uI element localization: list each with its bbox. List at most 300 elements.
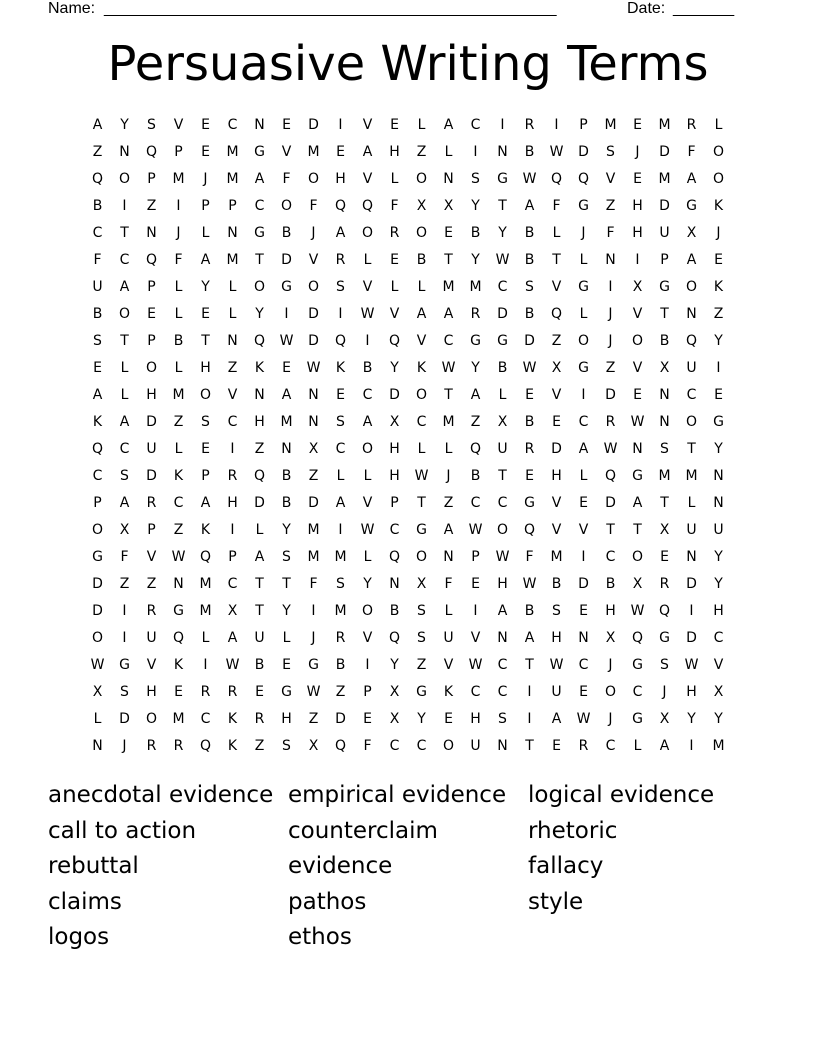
grid-letter: N <box>686 549 697 565</box>
grid-letter: P <box>228 549 237 565</box>
grid-letter: R <box>524 441 535 457</box>
grid-letter: V <box>362 171 373 187</box>
grid-letter: O <box>631 549 644 565</box>
grid-letter: L <box>444 441 453 457</box>
grid-letter: F <box>309 576 318 592</box>
grid-letter: P <box>147 171 156 187</box>
grid-letter: G <box>659 279 670 295</box>
grid-letter: A <box>686 252 697 268</box>
grid-letter: G <box>92 549 103 565</box>
grid-letter: D <box>146 468 157 484</box>
grid-letter: B <box>416 252 427 268</box>
grid-letter: W <box>522 576 537 592</box>
grid-letter: I <box>230 522 235 538</box>
grid-letter: O <box>442 738 455 754</box>
grid-letter: S <box>525 279 534 295</box>
word-list-item: fallacy <box>528 853 604 880</box>
grid-letter: G <box>632 711 643 727</box>
grid-letter: M <box>442 279 455 295</box>
grid-letter: J <box>176 225 181 241</box>
grid-letter: O <box>145 711 158 727</box>
grid-letter: E <box>201 117 210 133</box>
grid-letter: T <box>120 333 129 349</box>
grid-letter: Z <box>551 333 562 349</box>
grid-letter: A <box>443 306 454 322</box>
grid-letter: O <box>199 387 212 403</box>
grid-letter: U <box>443 630 454 646</box>
grid-letter: O <box>577 333 590 349</box>
grid-letter: G <box>686 198 697 214</box>
grid-letter: Q <box>199 738 212 754</box>
grid-letter: A <box>659 738 670 754</box>
grid-letter: O <box>280 198 293 214</box>
grid-letter: S <box>336 576 345 592</box>
grid-letter: F <box>552 198 561 214</box>
grid-letter: D <box>578 144 589 160</box>
grid-letter: W <box>603 441 618 457</box>
grid-letter: Z <box>146 198 157 214</box>
grid-letter: D <box>659 198 670 214</box>
grid-letter: V <box>416 333 427 349</box>
grid-letter: Y <box>201 279 210 295</box>
grid-letter: J <box>635 144 640 160</box>
grid-letter: O <box>118 306 131 322</box>
grid-letter: O <box>415 171 428 187</box>
grid-letter: L <box>552 225 561 241</box>
grid-letter: T <box>282 576 291 592</box>
grid-letter: J <box>716 225 721 241</box>
grid-letter: H <box>281 711 292 727</box>
word-list-item: pathos <box>288 888 367 915</box>
grid-letter: V <box>443 657 454 673</box>
grid-letter: V <box>632 306 643 322</box>
grid-letter: C <box>173 495 184 511</box>
word-list-item: anecdotal evidence <box>48 782 274 808</box>
grid-letter: H <box>227 495 238 511</box>
grid-letter: D <box>686 576 697 592</box>
grid-letter: C <box>497 495 508 511</box>
grid-letter: X <box>497 414 508 430</box>
grid-letter: O <box>91 630 104 646</box>
grid-letter: L <box>390 279 399 295</box>
grid-letter: U <box>686 360 697 376</box>
grid-letter: Q <box>469 441 482 457</box>
grid-letter: X <box>389 414 400 430</box>
word-list-item: rhetoric <box>528 817 618 844</box>
grid-letter: N <box>92 738 103 754</box>
grid-letter: K <box>227 711 238 727</box>
word-list-item: logos <box>48 924 110 951</box>
word-list-row <box>48 921 768 957</box>
grid-letter: B <box>524 252 535 268</box>
grid-letter: B <box>362 360 373 376</box>
grid-letter: J <box>311 630 316 646</box>
grid-letter: Y <box>417 711 426 727</box>
grid-letter: M <box>550 549 563 565</box>
grid-letter: C <box>470 117 481 133</box>
grid-letter: H <box>551 468 562 484</box>
grid-letter: N <box>254 387 265 403</box>
grid-letter: A <box>254 549 265 565</box>
grid-letter: V <box>281 144 292 160</box>
grid-letter: W <box>495 252 510 268</box>
grid-letter: K <box>416 360 427 376</box>
grid-letter: I <box>473 603 478 619</box>
grid-letter: B <box>659 333 670 349</box>
grid-letter: Q <box>361 198 374 214</box>
grid-letter: V <box>308 252 319 268</box>
grid-letter: O <box>712 171 725 187</box>
word-list-row <box>48 850 768 886</box>
grid-letter: X <box>416 198 427 214</box>
grid-letter: E <box>390 252 399 268</box>
grid-letter: X <box>119 522 130 538</box>
grid-letter: D <box>254 495 265 511</box>
grid-letter: P <box>93 495 102 511</box>
grid-letter: O <box>415 225 428 241</box>
grid-letter: T <box>525 657 534 673</box>
grid-letter: S <box>120 468 129 484</box>
grid-letter: W <box>522 360 537 376</box>
grid-letter: L <box>417 441 426 457</box>
grid-letter: H <box>200 360 211 376</box>
grid-letter: I <box>581 549 586 565</box>
grid-letter: Y <box>255 306 264 322</box>
grid-letter: N <box>146 225 157 241</box>
grid-letter: W <box>171 549 186 565</box>
grid-letter: N <box>389 576 400 592</box>
grid-letter: H <box>254 414 265 430</box>
grid-letter: L <box>633 738 642 754</box>
grid-letter: J <box>608 657 613 673</box>
grid-letter: Y <box>471 360 480 376</box>
grid-letter: W <box>468 657 483 673</box>
grid-letter: E <box>93 360 102 376</box>
grid-letter: G <box>497 333 508 349</box>
grid-letter: U <box>713 522 724 538</box>
grid-letter: Q <box>523 522 536 538</box>
grid-letter: C <box>389 738 400 754</box>
grid-letter: G <box>119 657 130 673</box>
grid-letter: M <box>334 603 347 619</box>
grid-letter: M <box>658 171 671 187</box>
grid-letter: B <box>470 468 481 484</box>
grid-letter: V <box>632 360 643 376</box>
grid-row <box>84 494 732 521</box>
grid-letter: W <box>279 333 294 349</box>
grid-letter: N <box>443 549 454 565</box>
grid-letter: C <box>92 468 103 484</box>
grid-letter: I <box>230 441 235 457</box>
grid-letter: V <box>362 279 373 295</box>
grid-letter: X <box>659 360 670 376</box>
grid-letter: V <box>173 117 184 133</box>
grid-letter: P <box>390 495 399 511</box>
grid-letter: J <box>446 468 451 484</box>
grid-letter: O <box>685 414 698 430</box>
grid-letter: C <box>497 657 508 673</box>
grid-letter: G <box>308 657 319 673</box>
grid-letter: R <box>605 414 616 430</box>
grid-letter: Y <box>714 576 723 592</box>
grid-letter: S <box>471 171 480 187</box>
grid-letter: N <box>497 630 508 646</box>
grid-letter: X <box>605 630 616 646</box>
grid-letter: C <box>470 495 481 511</box>
grid-letter: D <box>578 576 589 592</box>
grid-letter: Q <box>145 252 158 268</box>
grid-letter: L <box>336 468 345 484</box>
grid-letter: N <box>308 414 319 430</box>
grid-letter: O <box>496 522 509 538</box>
grid-letter: K <box>227 738 238 754</box>
grid-letter: Q <box>91 171 104 187</box>
grid-letter: I <box>122 630 127 646</box>
grid-letter: T <box>255 576 264 592</box>
grid-letter: H <box>335 171 346 187</box>
grid-letter: H <box>686 684 697 700</box>
grid-letter: Z <box>416 144 427 160</box>
grid-row <box>84 521 732 548</box>
grid-letter: X <box>308 738 319 754</box>
grid-letter: L <box>444 144 453 160</box>
grid-letter: G <box>416 684 427 700</box>
grid-letter: I <box>365 657 370 673</box>
grid-letter: A <box>92 387 103 403</box>
grid-letter: Z <box>443 495 454 511</box>
grid-letter: K <box>335 360 346 376</box>
grid-letter: B <box>497 360 508 376</box>
grid-letter: J <box>608 711 613 727</box>
grid-letter: E <box>714 252 723 268</box>
grid-letter: G <box>281 684 292 700</box>
grid-letter: Y <box>714 333 723 349</box>
grid-letter: P <box>579 117 588 133</box>
grid-letter: S <box>417 630 426 646</box>
grid-letter: V <box>605 171 616 187</box>
grid-letter: Y <box>390 657 399 673</box>
grid-letter: V <box>227 387 238 403</box>
grid-letter: G <box>713 414 724 430</box>
grid-letter: H <box>497 576 508 592</box>
grid-letter: E <box>201 306 210 322</box>
grid-letter: U <box>92 279 103 295</box>
grid-letter: F <box>282 171 291 187</box>
grid-letter: B <box>281 495 292 511</box>
grid-letter: H <box>551 630 562 646</box>
grid-letter: D <box>281 252 292 268</box>
grid-letter: N <box>227 225 238 241</box>
grid-letter: M <box>172 711 185 727</box>
grid-letter: L <box>120 360 129 376</box>
grid-letter: G <box>578 279 589 295</box>
grid-letter: R <box>227 468 238 484</box>
grid-letter: C <box>200 711 211 727</box>
grid-row <box>84 143 732 170</box>
grid-letter: N <box>578 630 589 646</box>
grid-letter: E <box>201 441 210 457</box>
grid-letter: I <box>473 144 478 160</box>
grid-letter: A <box>227 630 238 646</box>
grid-letter: E <box>525 468 534 484</box>
grid-letter: X <box>659 711 670 727</box>
grid-letter: C <box>119 252 130 268</box>
name-blank-line: ____________________________________________________ <box>104 0 557 17</box>
grid-letter: A <box>254 171 265 187</box>
grid-letter: C <box>227 414 238 430</box>
grid-letter: S <box>552 603 561 619</box>
grid-letter: S <box>606 144 615 160</box>
grid-letter: H <box>389 468 400 484</box>
grid-letter: K <box>173 657 184 673</box>
grid-letter: E <box>633 171 642 187</box>
grid-letter: E <box>363 711 372 727</box>
grid-letter: O <box>91 522 104 538</box>
grid-letter: F <box>525 549 534 565</box>
grid-letter: G <box>416 522 427 538</box>
grid-letter: O <box>631 333 644 349</box>
grid-letter: C <box>443 333 454 349</box>
grid-letter: V <box>551 495 562 511</box>
grid-letter: W <box>630 414 645 430</box>
grid-letter: Z <box>308 468 319 484</box>
grid-letter: L <box>174 360 183 376</box>
grid-letter: O <box>685 279 698 295</box>
grid-letter: O <box>118 171 131 187</box>
grid-letter: E <box>282 360 291 376</box>
grid-letter: W <box>684 657 699 673</box>
grid-row <box>84 602 732 629</box>
grid-letter: Q <box>577 171 590 187</box>
grid-letter: H <box>470 711 481 727</box>
grid-letter: Z <box>173 414 184 430</box>
grid-letter: H <box>146 684 157 700</box>
grid-letter: L <box>390 171 399 187</box>
grid-letter: Z <box>254 738 265 754</box>
grid-letter: R <box>524 117 535 133</box>
grid-letter: M <box>280 414 293 430</box>
grid-letter: O <box>253 279 266 295</box>
name-label: Name: <box>48 0 96 17</box>
grid-letter: I <box>338 522 343 538</box>
grid-letter: P <box>228 198 237 214</box>
grid-letter: V <box>389 306 400 322</box>
grid-letter: S <box>282 738 291 754</box>
grid-letter: B <box>524 225 535 241</box>
grid-letter: C <box>578 414 589 430</box>
grid-letter: K <box>443 684 454 700</box>
grid-letter: D <box>308 333 319 349</box>
grid-letter: W <box>225 657 240 673</box>
grid-letter: O <box>415 387 428 403</box>
grid-letter: Z <box>605 198 616 214</box>
grid-letter: Y <box>498 225 507 241</box>
grid-letter: Y <box>390 360 399 376</box>
grid-letter: Q <box>631 630 644 646</box>
word-list-item: counterclaim <box>288 817 438 844</box>
grid-letter: I <box>122 603 127 619</box>
grid-letter: Q <box>253 468 266 484</box>
grid-letter: W <box>630 603 645 619</box>
grid-row <box>84 116 732 143</box>
grid-letter: R <box>686 117 697 133</box>
grid-letter: W <box>360 522 375 538</box>
grid-letter: G <box>659 630 670 646</box>
grid-letter: K <box>92 414 103 430</box>
grid-letter: W <box>495 549 510 565</box>
grid-letter: D <box>551 441 562 457</box>
grid-letter: B <box>389 603 400 619</box>
grid-letter: B <box>92 306 103 322</box>
grid-letter: M <box>199 603 212 619</box>
grid-row <box>84 278 732 305</box>
grid-letter: C <box>92 225 103 241</box>
grid-letter: S <box>120 684 129 700</box>
grid-letter: Z <box>605 360 616 376</box>
grid-letter: C <box>578 657 589 673</box>
grid-letter: X <box>389 711 400 727</box>
grid-letter: R <box>389 225 400 241</box>
grid-letter: B <box>605 576 616 592</box>
grid-letter: V <box>146 657 157 673</box>
grid-letter: B <box>173 333 184 349</box>
grid-letter: L <box>201 225 210 241</box>
grid-letter: O <box>604 684 617 700</box>
grid-letter: Y <box>687 711 696 727</box>
grid-letter: Y <box>471 252 480 268</box>
grid-letter: G <box>470 333 481 349</box>
grid-letter: D <box>146 414 157 430</box>
word-list-item: style <box>528 888 584 915</box>
date-blank-line: _______ <box>673 0 734 17</box>
grid-letter: S <box>498 711 507 727</box>
grid-letter: Z <box>335 684 346 700</box>
grid-letter: N <box>173 576 184 592</box>
word-list-item: call to action <box>48 817 197 844</box>
grid-letter: V <box>362 495 373 511</box>
grid-row <box>84 683 732 710</box>
grid-letter: R <box>335 630 346 646</box>
grid-letter: A <box>443 522 454 538</box>
grid-letter: G <box>578 198 589 214</box>
page-title: Persuasive Writing Terms <box>107 36 709 92</box>
grid-letter: L <box>228 306 237 322</box>
grid-letter: T <box>660 306 669 322</box>
grid-letter: W <box>522 171 537 187</box>
grid-letter: Q <box>388 333 401 349</box>
grid-letter: A <box>362 414 373 430</box>
grid-letter: N <box>605 252 616 268</box>
grid-letter: L <box>417 279 426 295</box>
grid-letter: T <box>120 225 129 241</box>
grid-letter: D <box>335 711 346 727</box>
grid-letter: A <box>686 171 697 187</box>
word-list-item: evidence <box>288 853 393 880</box>
grid-letter: C <box>713 630 724 646</box>
grid-letter: M <box>658 117 671 133</box>
grid-letter: L <box>363 468 372 484</box>
grid-letter: A <box>551 711 562 727</box>
grid-letter: R <box>578 738 589 754</box>
grid-letter: W <box>306 360 321 376</box>
grid-letter: I <box>122 198 127 214</box>
grid-letter: A <box>443 117 454 133</box>
grid-letter: N <box>659 387 670 403</box>
grid-letter: C <box>632 684 643 700</box>
grid-letter: R <box>200 684 211 700</box>
grid-letter: T <box>417 495 426 511</box>
grid-letter: C <box>416 414 427 430</box>
